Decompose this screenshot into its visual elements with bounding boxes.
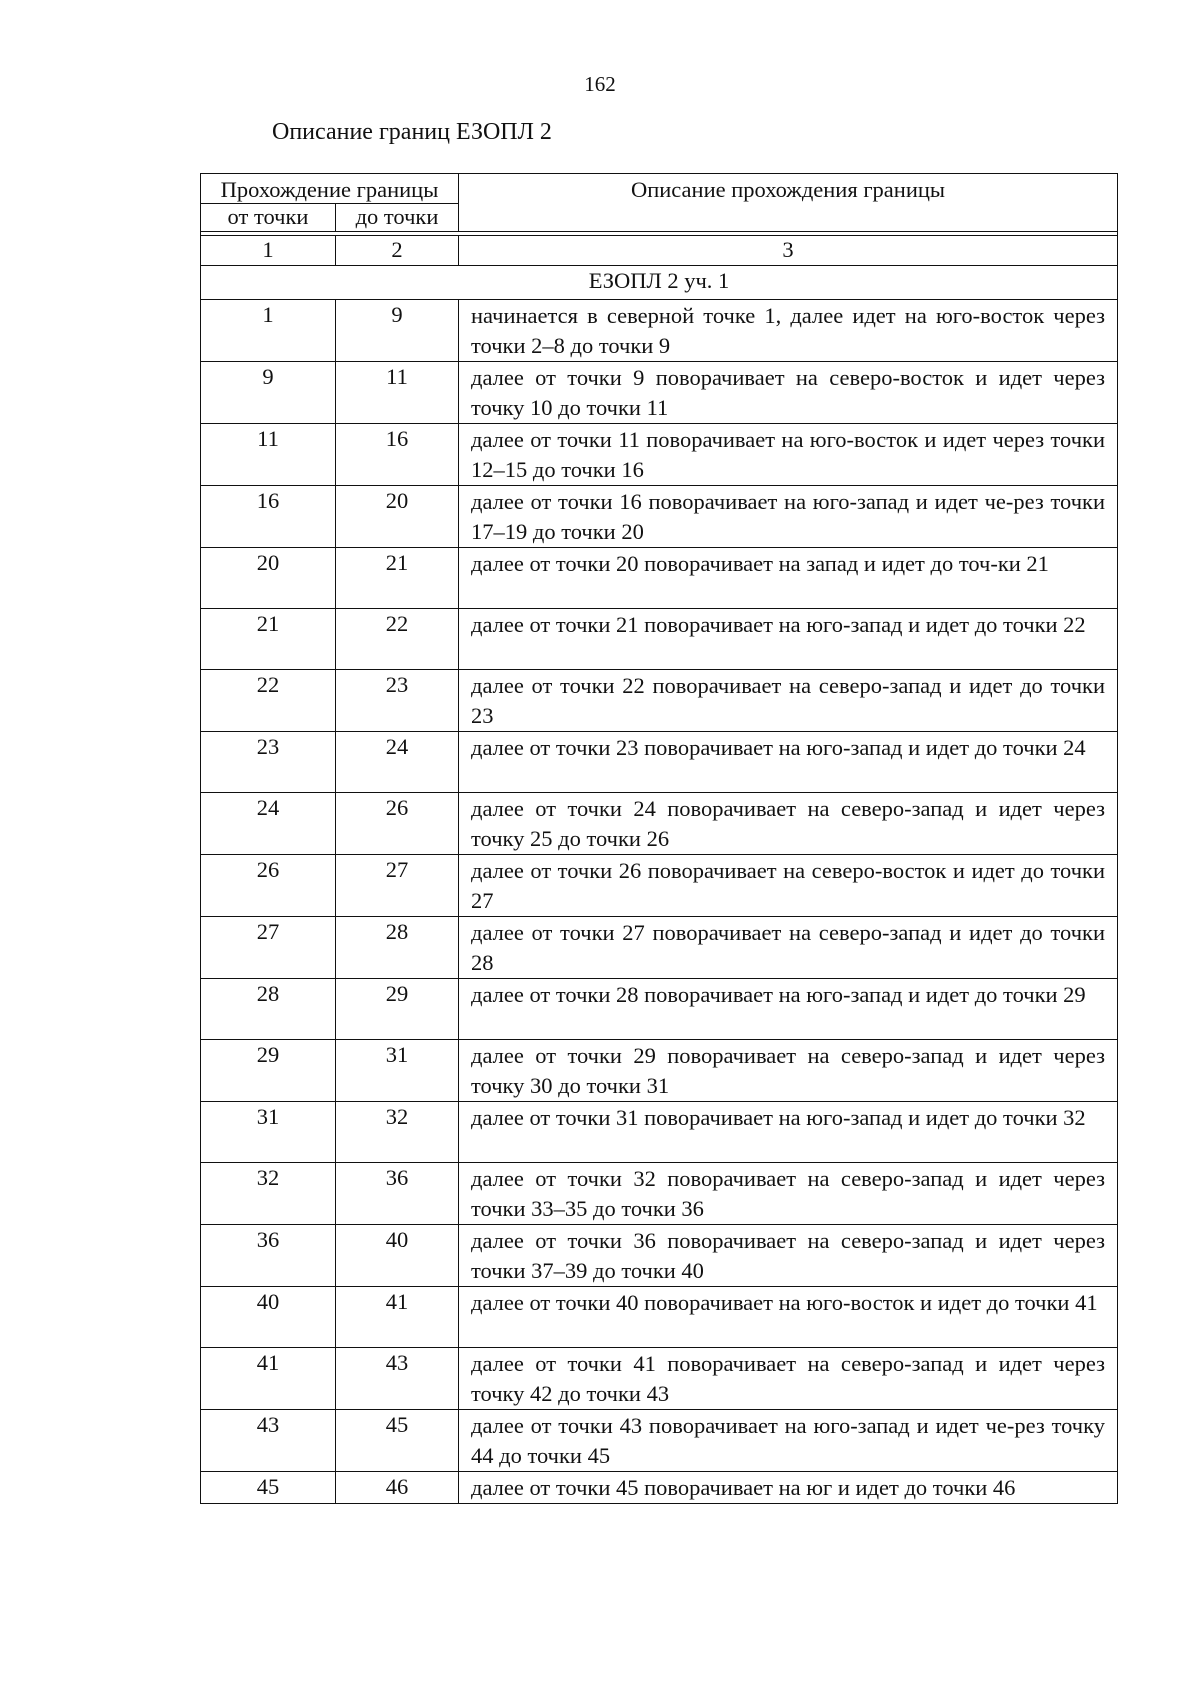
table-row (201, 486, 1118, 548)
to-point-cell: 24 (336, 732, 459, 793)
from-point-cell: 16 (201, 486, 336, 548)
description-cell: далее от точки 27 поворачивает на северо-запад и идет до точки 28 (459, 917, 1118, 979)
description-cell: далее от точки 40 поворачивает на юго-восток и идет до точки 41 (459, 1287, 1118, 1348)
description-cell: далее от точки 36 поворачивает на северо-запад и идет через точки 37–39 до точки 40 (459, 1225, 1118, 1287)
from-point-cell: 36 (201, 1225, 336, 1287)
to-point-cell: 31 (336, 1040, 459, 1102)
to-point-cell: 21 (336, 548, 459, 609)
header-from-point: от точки (201, 204, 336, 232)
table-row (201, 979, 1118, 1040)
table-row (201, 732, 1118, 793)
to-point-cell: 41 (336, 1287, 459, 1348)
to-point-cell: 20 (336, 486, 459, 548)
to-point-cell: 46 (336, 1472, 459, 1504)
description-cell: далее от точки 28 поворачивает на юго-запад и идет до точки 29 (459, 979, 1118, 1040)
description-cell: далее от точки 43 поворачивает на юго-запад и идет че-рез точку 44 до точки 45 (459, 1410, 1118, 1472)
column-number: 2 (336, 236, 459, 266)
page-number: 162 (584, 72, 616, 96)
from-point-cell: 40 (201, 1287, 336, 1348)
to-point-cell: 40 (336, 1225, 459, 1287)
from-point-cell: 29 (201, 1040, 336, 1102)
table-row (201, 670, 1118, 732)
column-number-row (201, 236, 1118, 266)
table-row (201, 1472, 1118, 1504)
to-point-cell: 28 (336, 917, 459, 979)
table-row (201, 548, 1118, 609)
from-point-cell: 20 (201, 548, 336, 609)
from-point-cell: 21 (201, 609, 336, 670)
table-row (201, 1348, 1118, 1410)
to-point-cell: 32 (336, 1102, 459, 1163)
description-cell: далее от точки 31 поворачивает на юго-запад и идет до точки 32 (459, 1102, 1118, 1163)
from-point-cell: 41 (201, 1348, 336, 1410)
from-point-cell: 31 (201, 1102, 336, 1163)
to-point-cell: 16 (336, 424, 459, 486)
to-point-cell: 23 (336, 670, 459, 732)
document-title: Описание границ ЕЗОПЛ 2 (272, 119, 552, 145)
table-row (201, 609, 1118, 670)
description-cell: далее от точки 45 поворачивает на юг и идет до точки 46 (459, 1472, 1118, 1504)
to-point-cell: 26 (336, 793, 459, 855)
description-cell: далее от точки 16 поворачивает на юго-запад и идет че-рез точки 17–19 до точки 20 (459, 486, 1118, 548)
header-description: Описание прохождения границы (459, 174, 1118, 232)
description-cell: далее от точки 22 поворачивает на северо-запад и идет до точки 23 (459, 670, 1118, 732)
description-cell: далее от точки 24 поворачивает на северо-запад и идет через точку 25 до точки 26 (459, 793, 1118, 855)
description-cell: далее от точки 9 поворачивает на северо-восток и идет через точку 10 до точки 11 (459, 362, 1118, 424)
header-to-point: до точки (336, 204, 459, 232)
column-number: 1 (201, 236, 336, 266)
from-point-cell: 1 (201, 300, 336, 362)
description-cell: далее от точки 32 поворачивает на северо-запад и идет через точки 33–35 до точки 36 (459, 1163, 1118, 1225)
table-row (201, 1102, 1118, 1163)
from-point-cell: 22 (201, 670, 336, 732)
from-point-cell: 45 (201, 1472, 336, 1504)
table-row (201, 424, 1118, 486)
table-row (201, 1410, 1118, 1472)
description-cell: далее от точки 20 поворачивает на запад и идет до точ-ки 21 (459, 548, 1118, 609)
description-cell: далее от точки 41 поворачивает на северо-запад и идет через точку 42 до точки 43 (459, 1348, 1118, 1410)
table-row (201, 300, 1118, 362)
from-point-cell: 11 (201, 424, 336, 486)
to-point-cell: 11 (336, 362, 459, 424)
description-cell: далее от точки 23 поворачивает на юго-запад и идет до точки 24 (459, 732, 1118, 793)
table-row (201, 1163, 1118, 1225)
to-point-cell: 45 (336, 1410, 459, 1472)
from-point-cell: 23 (201, 732, 336, 793)
to-point-cell: 36 (336, 1163, 459, 1225)
section-title: ЕЗОПЛ 2 уч. 1 (201, 266, 1118, 300)
header-passage: Прохождение границы (201, 174, 459, 204)
to-point-cell: 22 (336, 609, 459, 670)
description-cell: далее от точки 11 поворачивает на юго-восток и идет через точки 12–15 до точки 16 (459, 424, 1118, 486)
to-point-cell: 27 (336, 855, 459, 917)
table-body (201, 174, 1118, 1504)
table-row (201, 1040, 1118, 1102)
table-row (201, 793, 1118, 855)
from-point-cell: 26 (201, 855, 336, 917)
table-header-row (201, 174, 1118, 204)
table-row (201, 917, 1118, 979)
table-row (201, 1287, 1118, 1348)
description-cell: далее от точки 26 поворачивает на северо-восток и идет до точки 27 (459, 855, 1118, 917)
description-cell: начинается в северной точке 1, далее идет на юго-восток через точки 2–8 до точки 9 (459, 300, 1118, 362)
from-point-cell: 32 (201, 1163, 336, 1225)
boundary-description-table (200, 173, 1118, 1504)
description-cell: далее от точки 29 поворачивает на северо-запад и идет через точку 30 до точки 31 (459, 1040, 1118, 1102)
from-point-cell: 24 (201, 793, 336, 855)
description-cell: далее от точки 21 поворачивает на юго-запад и идет до точки 22 (459, 609, 1118, 670)
table-row (201, 362, 1118, 424)
from-point-cell: 9 (201, 362, 336, 424)
table-row (201, 855, 1118, 917)
from-point-cell: 43 (201, 1410, 336, 1472)
column-number: 3 (459, 236, 1118, 266)
from-point-cell: 27 (201, 917, 336, 979)
to-point-cell: 29 (336, 979, 459, 1040)
to-point-cell: 43 (336, 1348, 459, 1410)
from-point-cell: 28 (201, 979, 336, 1040)
to-point-cell: 9 (336, 300, 459, 362)
section-row (201, 266, 1118, 300)
table-row (201, 1225, 1118, 1287)
